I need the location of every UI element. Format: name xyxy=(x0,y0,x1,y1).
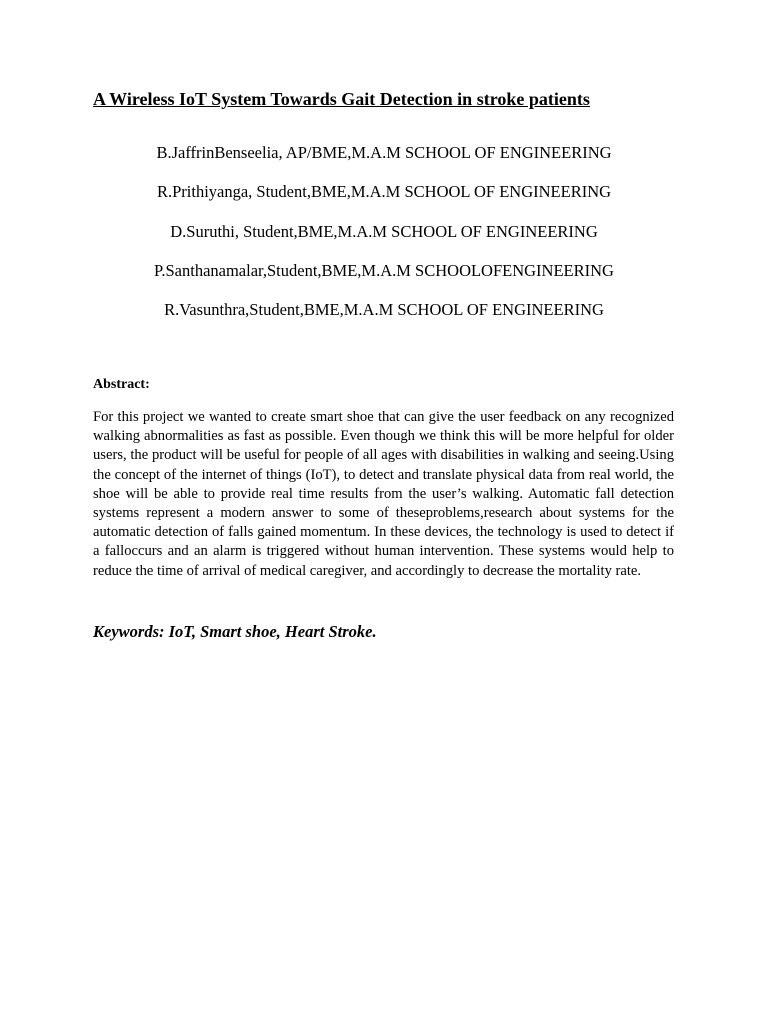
abstract-body: For this project we wanted to create smart shoe that can give the user feedback on any recognized walking abnormalities as fast as possible. Even though we think this will be more helpful for older users, the product will be useful for people of all ages with disabilities in walking and seeing.Using the concept of the internet of things (IoT), to detect and translate physical data from real world, the shoe will be able to provide real time results from the user’s walking. Automatic fall detection systems represent a modern answer to some of theseproblems,research about systems for the automatic detection of falls gained momentum. In these devices, the technology is used to detect if a falloccurs and an alarm is triggered without human intervention. These systems would help to reduce the time of arrival of medical caregiver, and accordingly to decrease the mortality rate. xyxy=(93,409,674,579)
paper-title: A Wireless IoT System Towards Gait Detection in stroke patients xyxy=(93,89,590,109)
keywords-line: Keywords: IoT, Smart shoe, Heart Stroke. xyxy=(93,622,377,641)
author-line: R.Vasunthra,Student,BME,M.A.M SCHOOL OF ENGINEERING xyxy=(164,300,604,320)
author-line: P.Santhanamalar,Student,BME,M.A.M SCHOOLOFENGINEERING xyxy=(154,260,614,280)
author-line: B.JaffrinBenseelia, AP/BME,M.A.M SCHOOL OF ENGINEERING xyxy=(156,143,612,162)
author-line: D.Suruthi, Student,BME,M.A.M SCHOOL OF ENGINEERING xyxy=(170,221,598,241)
author-line: R.Prithiyanga, Student,BME,M.A.M SCHOOL OF ENGINEERING xyxy=(156,182,612,202)
abstract-heading: Abstract: xyxy=(93,377,150,392)
author-list xyxy=(0,143,768,339)
